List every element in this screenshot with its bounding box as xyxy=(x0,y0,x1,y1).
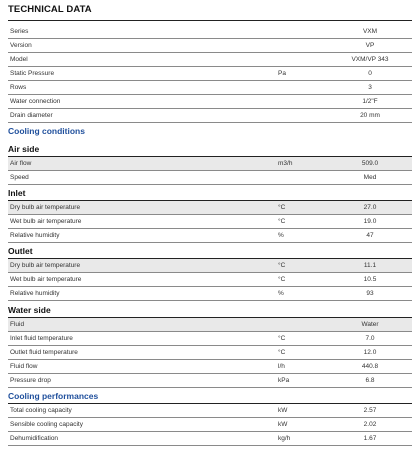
table-row xyxy=(8,171,412,185)
row-label: Water connection xyxy=(10,98,61,105)
table-row xyxy=(8,259,412,273)
row-value: 7.0 xyxy=(365,335,375,342)
table-row xyxy=(8,25,412,39)
table-row xyxy=(8,229,412,243)
row-label: Wet bulb air temperature xyxy=(10,276,82,283)
row-label: Relative humidity xyxy=(10,290,60,297)
row-value: 6.8 xyxy=(365,377,375,384)
row-value: 93 xyxy=(366,290,374,297)
table-row xyxy=(8,432,412,446)
row-label: Version xyxy=(10,42,32,49)
table-row xyxy=(8,360,412,374)
table-row xyxy=(8,81,412,95)
row-value: Water xyxy=(361,321,379,328)
table-row xyxy=(8,215,412,229)
table-row xyxy=(8,67,412,81)
row-unit: °C xyxy=(278,349,286,356)
row-label: Sensible cooling capacity xyxy=(10,421,83,428)
row-unit: % xyxy=(278,232,284,239)
cooling-performances-heading: Cooling performances xyxy=(8,391,99,401)
row-unit: l/h xyxy=(278,363,285,370)
row-value: Med xyxy=(363,174,377,181)
outlet-heading: Outlet xyxy=(8,246,33,256)
row-value: 2.02 xyxy=(363,421,377,428)
table-row xyxy=(8,332,412,346)
row-value: 20 mm xyxy=(360,112,380,119)
row-value: VXM/VP 343 xyxy=(351,56,389,63)
row-unit: kW xyxy=(278,421,288,428)
row-label: Outlet fluid temperature xyxy=(10,349,78,356)
row-value: VP xyxy=(365,42,375,49)
row-label: Relative humidity xyxy=(10,232,60,239)
row-label: Model xyxy=(10,56,28,63)
table-row xyxy=(8,39,412,53)
row-value: 440.8 xyxy=(361,363,379,370)
row-unit: kg/h xyxy=(278,435,291,442)
table-row xyxy=(8,404,412,418)
table-row xyxy=(8,273,412,287)
row-label: Fluid xyxy=(10,321,25,328)
title-rule xyxy=(8,20,412,21)
row-value: 27.0 xyxy=(363,204,377,211)
row-label: Rows xyxy=(10,84,27,91)
row-value: 10.5 xyxy=(363,276,377,283)
row-label: Fluid flow xyxy=(10,363,38,370)
air-side-heading: Air side xyxy=(8,144,40,154)
table-row xyxy=(8,418,412,432)
table-row xyxy=(8,374,412,388)
row-unit: °C xyxy=(278,276,286,283)
row-value: 47 xyxy=(366,232,374,239)
row-label: Speed xyxy=(10,174,29,181)
row-unit: m3/h xyxy=(278,160,293,167)
row-unit: °C xyxy=(278,262,286,269)
row-value: 1/2"F xyxy=(362,98,378,105)
row-value: 1.67 xyxy=(363,435,377,442)
row-value: 11.1 xyxy=(363,262,377,269)
table-row xyxy=(8,287,412,301)
row-label: Total cooling capacity xyxy=(10,407,72,414)
row-label: Pressure drop xyxy=(10,377,51,384)
row-label: Inlet fluid temperature xyxy=(10,335,73,342)
row-label: Drain diameter xyxy=(10,112,53,119)
row-unit: °C xyxy=(278,335,286,342)
table-row xyxy=(8,95,412,109)
cooling-conditions-heading: Cooling conditions xyxy=(8,126,85,136)
page-title: TECHNICAL DATA xyxy=(8,4,92,15)
row-label: Dry bulb air temperature xyxy=(10,204,81,211)
row-value: 3 xyxy=(368,84,372,91)
row-value: 12.0 xyxy=(363,349,377,356)
row-unit: °C xyxy=(278,204,286,211)
inlet-heading: Inlet xyxy=(8,188,26,198)
row-value: VXM xyxy=(362,28,378,35)
row-value: 19.0 xyxy=(363,218,377,225)
row-value: 0 xyxy=(368,70,372,77)
row-label: Dry bulb air temperature xyxy=(10,262,81,269)
row-unit: kW xyxy=(278,407,288,414)
row-value: 509.0 xyxy=(361,160,379,167)
table-row xyxy=(8,318,412,332)
table-row xyxy=(8,201,412,215)
row-label: Air flow xyxy=(10,160,32,167)
row-unit: °C xyxy=(278,218,286,225)
row-label: Static Pressure xyxy=(10,70,55,77)
row-unit: % xyxy=(278,290,284,297)
table-row xyxy=(8,157,412,171)
row-label: Series xyxy=(10,28,29,35)
row-unit: kPa xyxy=(278,377,290,384)
row-label: Dehumidification xyxy=(10,435,59,442)
row-label: Wet bulb air temperature xyxy=(10,218,82,225)
table-row xyxy=(8,53,412,67)
row-value: 2.57 xyxy=(363,407,377,414)
table-row xyxy=(8,346,412,360)
row-unit: Pa xyxy=(278,70,286,77)
water-side-heading: Water side xyxy=(8,305,51,315)
table-row xyxy=(8,109,412,123)
